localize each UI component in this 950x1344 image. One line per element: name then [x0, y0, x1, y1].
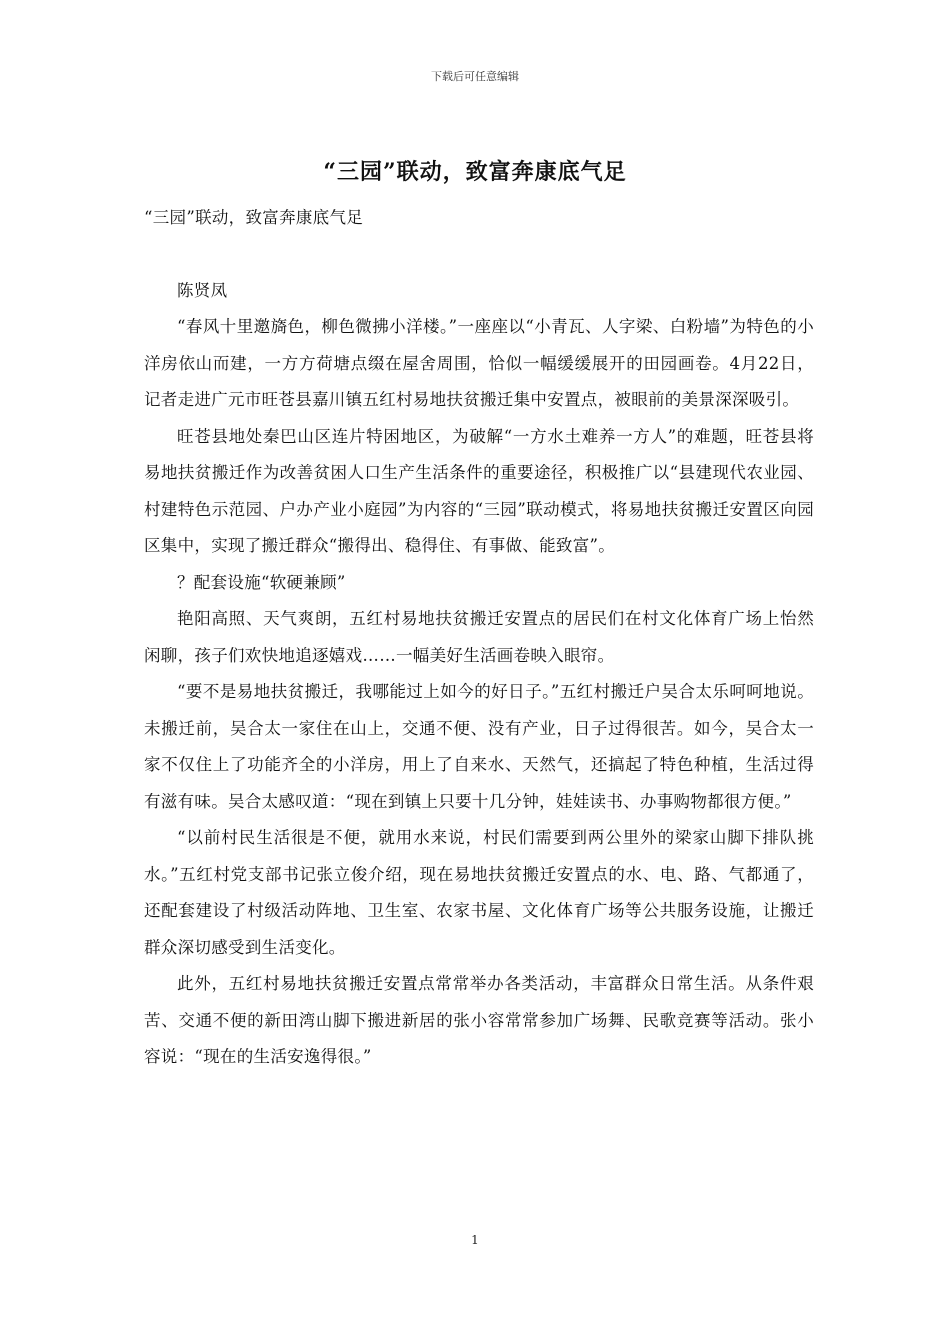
page-number: 1: [471, 1233, 479, 1247]
article-author: 陈贤凤: [177, 280, 228, 300]
article-subtitle: “三园”联动，致富奔康底气足: [144, 208, 364, 227]
paragraph: “春风十里邀旖色，柳色微拂小洋楼。”一座座以“小青瓦、人字梁、白粉墙”为特色的小洋房依山而建，一方方荷塘点缀在屋舍周围，恰似一幅缓缓展开的田园画卷。4月22日，记者走进广元市旺苍县嘉川镇五红村易地扶贫搬迁集中安置点，被眼前的美景深深吸引。: [144, 317, 814, 409]
paragraph: “要不是易地扶贫搬迁，我哪能过上如今的好日子。”五红村搬迁户吴合太乐呵呵地说。未搬迁前，吴合太一家住在山上，交通不便、没有产业，日子过得很苦。如今，吴合太一家不仅住上了功能齐全的小洋房，用上了自来水、天然气，还搞起了特色种植，生活过得有滋有味。吴合太感叹道：“现在到镇上只要十几分钟，娃娃读书、办事购物都很方便。”: [144, 682, 814, 811]
article-body: [144, 200, 814, 1076]
paragraph: 艳阳高照、天气爽朗，五红村易地扶贫搬迁安置点的居民们在村文化体育广场上怡然闲聊，孩子们欢快地追逐嬉戏……一幅美好生活画卷映入眼帘。: [144, 609, 814, 665]
header-note: 下载后可任意编辑: [431, 70, 519, 83]
section-heading: ？配套设施“软硬兼顾”: [177, 572, 346, 592]
blank-line: [144, 237, 814, 273]
paragraph: 此外，五红村易地扶贫搬迁安置点常常举办各类活动，丰富群众日常生活。从条件艰苦、交通不便的新田湾山脚下搬进新居的张小容常常参加广场舞、民歌竞赛等活动。张小容说：“现在的生活安逸得很。”: [144, 974, 814, 1066]
paragraph: “以前村民生活很是不便，就用水来说，村民们需要到两公里外的梁家山脚下排队挑水。”五红村党支部书记张立俊介绍，现在易地扶贫搬迁安置点的水、电、路、气都通了，还配套建设了村级活动阵地、卫生室、农家书屋、文化体育广场等公共服务设施，让搬迁群众深切感受到生活变化。: [144, 828, 814, 957]
paragraph: 旺苍县地处秦巴山区连片特困地区，为破解“一方水土难养一方人”的难题，旺苍县将易地扶贫搬迁作为改善贫困人口生产生活条件的重要途径，积极推广以“县建现代农业园、村建特色示范园、户办产业小庭园”为内容的“三园”联动模式，将易地扶贫搬迁安置区向园区集中，实现了搬迁群众“搬得出、稳得住、有事做、能致富”。: [144, 426, 814, 555]
article-title: “三园”联动，致富奔康底气足: [323, 159, 627, 185]
